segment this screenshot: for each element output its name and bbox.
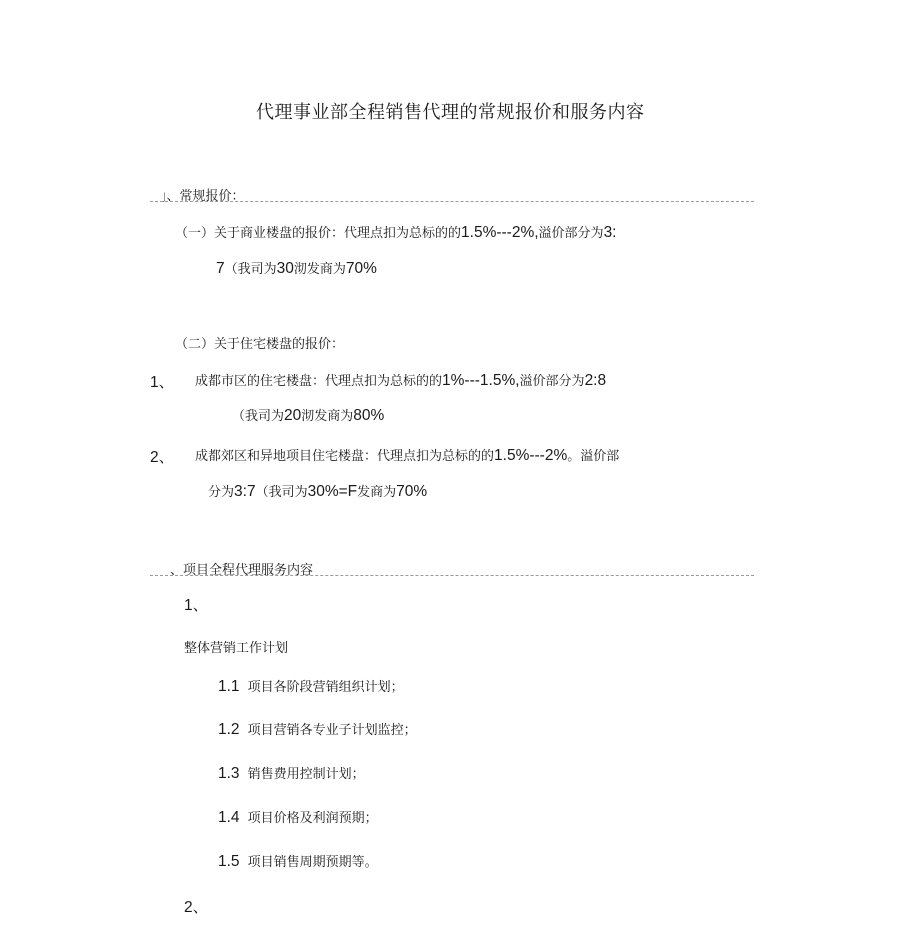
residential-item-rate: 1%---1.5%, [442, 372, 520, 389]
service-subitem-text: 销售费用控制计划； [247, 767, 365, 782]
section-divider [150, 575, 754, 576]
residential-item-ratio: 3:7 [234, 483, 256, 500]
service-subitem-text: 项目销售周期预期等。 [247, 855, 378, 870]
service-subitem [218, 719, 417, 739]
commercial-ratio-part1: 3: [603, 224, 617, 241]
residential-item-premium-label: 溢价部分为 [519, 374, 585, 389]
residential-item-our-share: 30%=F [307, 483, 358, 500]
page-title: 代理事业部全程销售代理的常规报价和服务内容 [256, 102, 645, 123]
service-subitem [218, 676, 404, 696]
residential-item-our-share: 20 [284, 407, 302, 424]
residential-item-text: 成都市区的住宅楼盘：代理点扣为总标的的 [195, 374, 443, 389]
commercial-pricing-line1 [175, 222, 617, 242]
commercial-our-share: 30 [276, 260, 294, 277]
service-subitem-number: 1.3 [218, 765, 240, 782]
section-divider [150, 201, 754, 202]
service-subitem [218, 763, 365, 783]
service-subitem [218, 807, 378, 827]
residential-item-number: 1、 [150, 374, 175, 391]
service-subitem-number: 1.1 [218, 678, 240, 695]
service-subitem-text: 项目营销各专业子计划监控； [247, 723, 417, 738]
commercial-dev-share: 70% [345, 260, 377, 277]
residential-item-ratio: 2:8 [584, 372, 607, 389]
commercial-pricing-line2 [216, 258, 377, 278]
service-item-number: 1、 [184, 597, 209, 614]
section-heading-pricing: 」、常规报价： [160, 189, 245, 204]
commercial-dev-label: 沏发商为 [293, 262, 346, 277]
residential-item-2-line2 [208, 481, 427, 501]
residential-item-premium-label-cont: 分为 [208, 485, 235, 500]
residential-item-1-line1 [195, 370, 606, 390]
residential-item-dev-share: 80% [353, 407, 385, 424]
residential-item-share-label: （我司为 [255, 485, 308, 500]
residential-item-dev-label: 发商为 [357, 485, 397, 500]
residential-item-dev-label: 沏发商为 [301, 409, 354, 424]
residential-item-2-line1 [195, 445, 619, 465]
residential-item-dev-share: 70% [396, 483, 428, 500]
residential-item-rate: 1.5%---2% [494, 447, 568, 464]
residential-item-share-label: （我司为 [232, 409, 285, 424]
service-item-title: 整体营销工作计划 [184, 641, 289, 656]
service-subitem-number: 1.2 [218, 721, 240, 738]
service-subitem [218, 851, 378, 871]
residential-item-premium-label: 。溢价部 [567, 449, 620, 464]
residential-item-number: 2、 [150, 449, 175, 466]
commercial-pricing-text: （一）关于商业楼盘的报价：代理点扣为总标的的 [175, 226, 462, 241]
commercial-premium-label: 溢价部分为 [538, 226, 604, 241]
residential-item-1-line2 [232, 405, 384, 425]
residential-item-text: 成都郊区和异地项目住宅楼盘：代理点扣为总标的的 [195, 449, 495, 464]
commercial-ratio-part2: 7 [216, 260, 225, 277]
residential-heading: （二）关于住宅楼盘的报价： [175, 337, 345, 352]
service-subitem-number: 1.4 [218, 809, 240, 826]
section-heading-services: 、项目全程代理服务内容 [170, 563, 314, 578]
service-item-number: 2、 [184, 899, 209, 916]
service-subitem-text: 项目各阶段营销组织计划； [247, 680, 404, 695]
commercial-rate: 1.5%---2%, [461, 224, 539, 241]
service-subitem-text: 项目价格及利润预期； [247, 811, 378, 826]
commercial-share-label: （我司为 [224, 262, 277, 277]
service-subitem-number: 1.5 [218, 853, 240, 870]
